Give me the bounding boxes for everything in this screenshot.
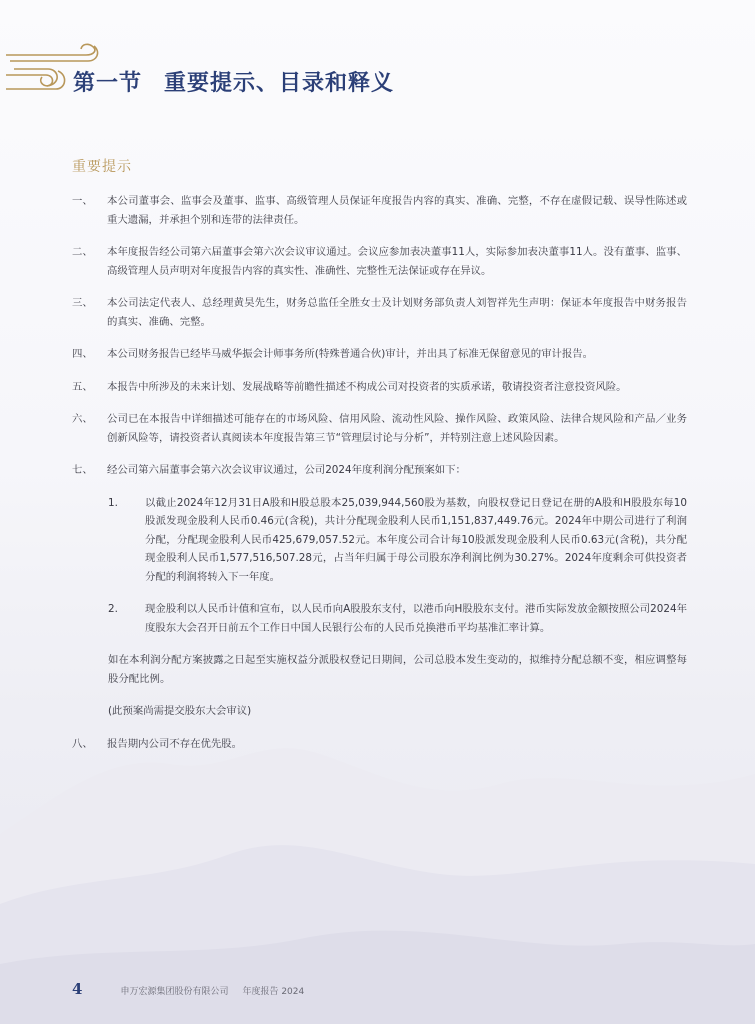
section-number: 第一节 <box>73 70 143 96</box>
subitem-text: 现金股利以人民币计值和宣布，以人民币向A股股东支付，以港币向H股股东支付。港币实际发放金额按照公司2024年度股东大会召开日前五个工作日中国人民银行公布的人民币兑换港币平均基准汇率计算。 <box>145 603 687 634</box>
item-text: 本公司董事会、监事会及董事、监事、高级管理人员保证年度报告内容的真实、准确、完整，不存在虚假记载、误导性陈述或重大遗漏，并承担个别和连带的法律责任。 <box>107 195 687 226</box>
notice-item <box>72 294 687 331</box>
report-title: 年度报告 2024 <box>242 987 305 997</box>
shareholder-approval-note: (此预案尚需提交股东大会审议) <box>108 705 252 717</box>
section-title: 重要提示、目录和释义 <box>164 70 395 96</box>
section-heading <box>73 66 394 97</box>
item-number: 五、 <box>72 380 93 393</box>
subitem-text: 以截止2024年12月31日A股和H股总股本25,039,944,560股为基数，向股权登记日登记在册的A股和H股股东每10股派发现金股利人民币0.46元(含税)，共计分配现金股利人民币1,151,837,449.76元。2024年中期公司进行了利润分配，分配现金股利人民币425,679,057.52元。本年度公司合计每10股派发现金股利人民币0.63元(含税)，共分配现金股利人民币1,577,516,507.28元，占当年归属于母公司股东净利润比例为30.27%。2024年度剩余可供投资者分配的利润将转入下一年度。 <box>145 496 687 583</box>
distribution-adjustment-paragraph: 如在本利润分配方案披露之日起至实施权益分派股权登记日期间，公司总股本发生变动的，拟维持分配总额不变，相应调整每股分配比例。 <box>108 654 687 685</box>
subitem-number: 2. <box>108 603 118 615</box>
item-number: 三、 <box>72 297 93 309</box>
profit-distribution-subitem <box>108 494 687 587</box>
item-number: 一、 <box>72 195 93 207</box>
notice-item <box>72 378 687 397</box>
item-text: 本年度报告经公司第六届董事会第六次会议审议通过。会议应参加表决董事11人，实际参加表决董事11人。没有董事、监事、高级管理人员声明对年度报告内容的真实性、准确性、完整性无法保证或存在异议。 <box>107 246 687 277</box>
page-number: 4 <box>72 980 83 998</box>
subheading-important-notice: 重要提示 <box>72 159 132 175</box>
company-name: 申万宏源集团股份有限公司 <box>120 987 229 997</box>
item-text: 经公司第六届董事会第六次会议审议通过，公司2024年度利润分配预案如下： <box>107 464 466 476</box>
item-number: 二、 <box>72 246 93 258</box>
notice-item <box>72 410 687 447</box>
item-number: 四、 <box>72 348 93 360</box>
notice-item <box>72 461 687 480</box>
notice-item <box>72 345 687 364</box>
item-text: 报告期内公司不存在优先股。 <box>107 737 243 750</box>
item-text: 公司已在本报告中详细描述可能存在的市场风险、信用风险、流动性风险、操作风险、政策风险、法律合规风险和产品／业务创新风险等，请投资者认真阅读本年度报告第三节“管理层讨论与分析”，并特别注意上述风险因素。 <box>107 413 687 444</box>
notice-content <box>72 192 687 753</box>
item-number: 八、 <box>72 737 93 750</box>
notice-item <box>72 192 687 229</box>
profit-distribution-subitem <box>108 600 687 637</box>
item-number: 六、 <box>72 413 93 425</box>
item-number: 七、 <box>72 464 93 476</box>
item-text: 本公司法定代表人、总经理黄昊先生，财务总监任全胜女士及计划财务部负责人刘智祥先生声明：保证本年度报告中财务报告的真实、准确、完整。 <box>107 297 687 328</box>
item-text: 本公司财务报告已经毕马威华振会计师事务所(特殊普通合伙)审计，并出具了标准无保留意见的审计报告。 <box>107 348 594 360</box>
page-footer <box>72 980 304 998</box>
item-text: 本报告中所涉及的未来计划、发展战略等前瞻性描述不构成公司对投资者的实质承诺，敬请投资者注意投资风险。 <box>107 380 627 393</box>
notice-item <box>72 243 687 280</box>
subitem-number: 1. <box>108 496 118 509</box>
notice-item <box>72 735 687 754</box>
